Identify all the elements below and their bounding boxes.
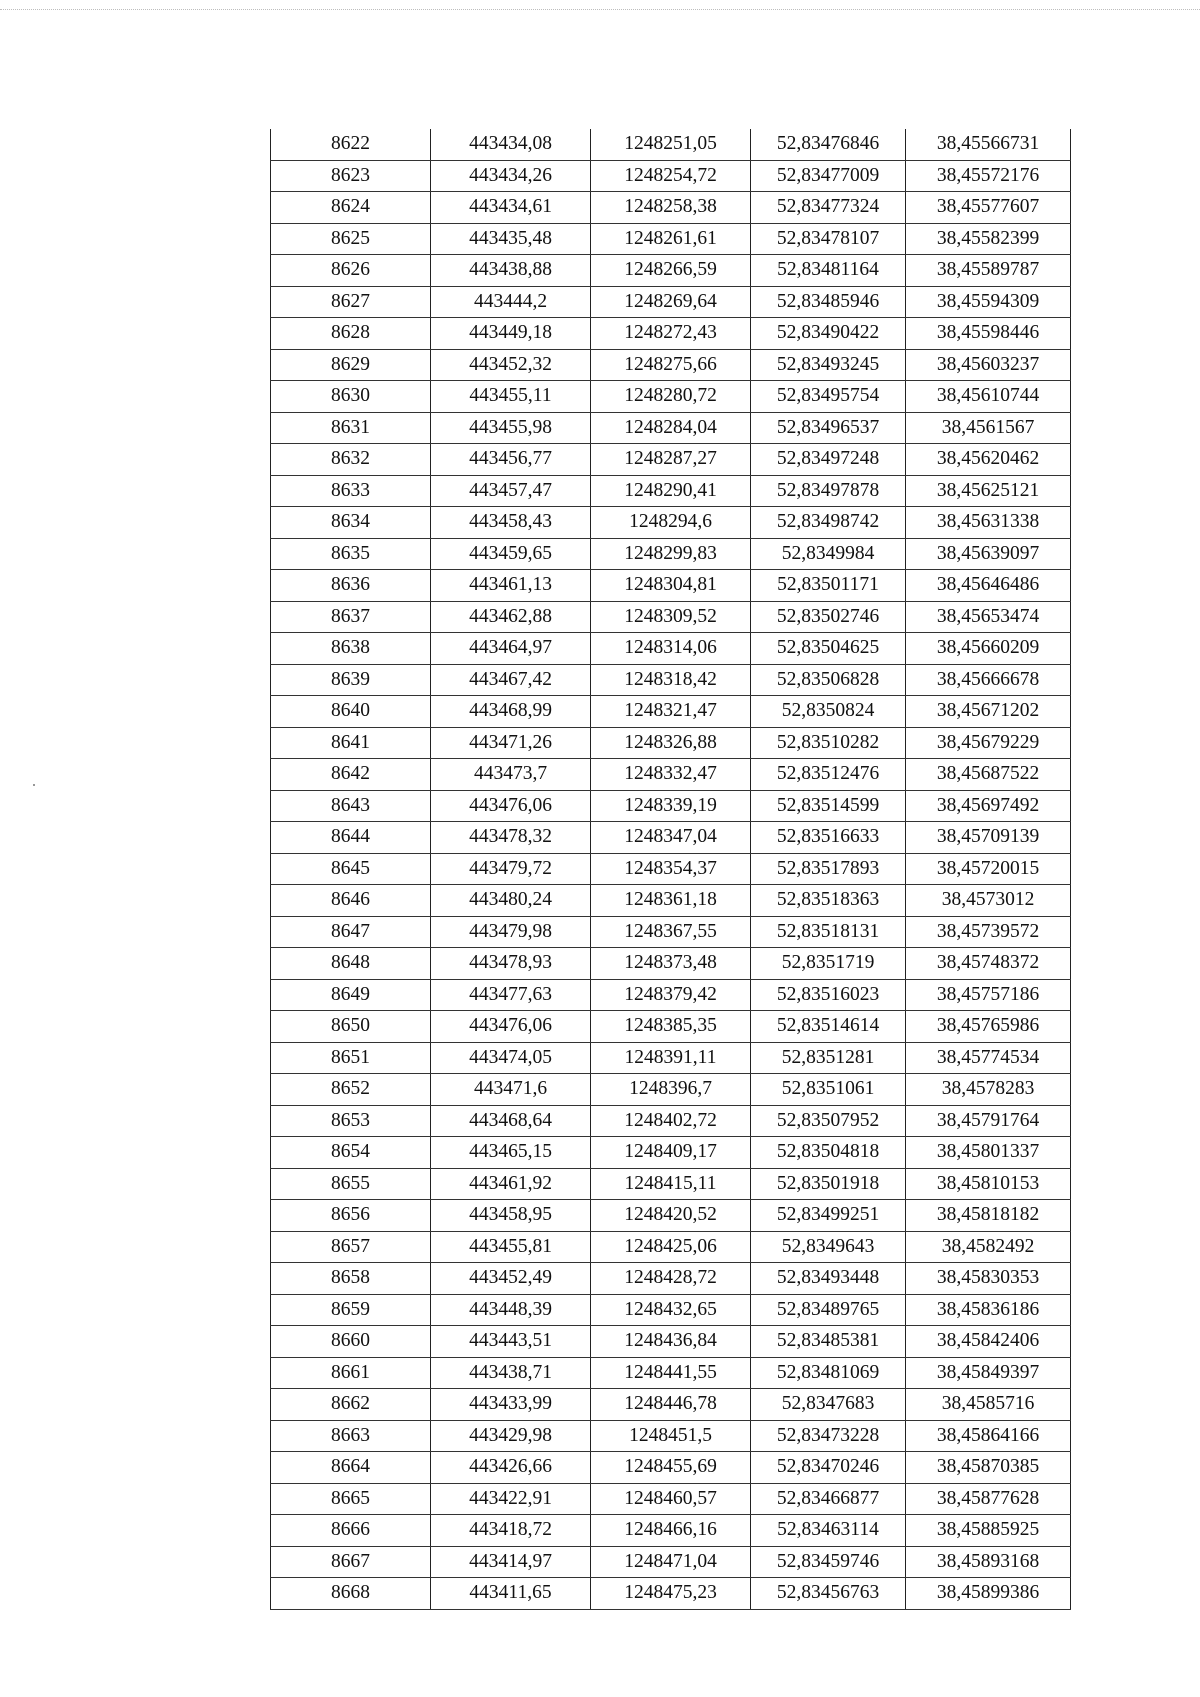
y-coordinate-cell: 1248379,42 [591,979,751,1011]
latitude-cell: 52,83478107 [751,223,906,255]
longitude-cell: 38,45582399 [906,223,1071,255]
longitude-cell: 38,45679229 [906,727,1071,759]
latitude-cell: 52,83481164 [751,255,906,287]
y-coordinate-cell: 1248428,72 [591,1263,751,1295]
table-row [271,444,1071,476]
x-coordinate-cell: 443452,32 [431,349,591,381]
latitude-cell: 52,83514614 [751,1011,906,1043]
latitude-cell: 52,83496537 [751,412,906,444]
point-number-cell: 8641 [271,727,431,759]
latitude-cell: 52,83518131 [751,916,906,948]
latitude-cell: 52,83504818 [751,1137,906,1169]
coordinates-table [270,129,1071,1610]
longitude-cell: 38,45849397 [906,1357,1071,1389]
x-coordinate-cell: 443467,42 [431,664,591,696]
point-number-cell: 8622 [271,129,431,160]
longitude-cell: 38,45594309 [906,286,1071,318]
point-number-cell: 8643 [271,790,431,822]
latitude-cell: 52,83493245 [751,349,906,381]
latitude-cell: 52,83507952 [751,1105,906,1137]
table-row [271,223,1071,255]
latitude-cell: 52,8350824 [751,696,906,728]
point-number-cell: 8653 [271,1105,431,1137]
y-coordinate-cell: 1248266,59 [591,255,751,287]
latitude-cell: 52,83502746 [751,601,906,633]
table-row [271,318,1071,350]
table-row [271,1168,1071,1200]
y-coordinate-cell: 1248425,06 [591,1231,751,1263]
point-number-cell: 8665 [271,1483,431,1515]
latitude-cell: 52,83510282 [751,727,906,759]
y-coordinate-cell: 1248420,52 [591,1200,751,1232]
y-coordinate-cell: 1248347,04 [591,822,751,854]
point-number-cell: 8645 [271,853,431,885]
y-coordinate-cell: 1248314,06 [591,633,751,665]
y-coordinate-cell: 1248471,04 [591,1546,751,1578]
latitude-cell: 52,8351061 [751,1074,906,1106]
longitude-cell: 38,45666678 [906,664,1071,696]
x-coordinate-cell: 443468,64 [431,1105,591,1137]
table-row [271,192,1071,224]
latitude-cell: 52,83490422 [751,318,906,350]
y-coordinate-cell: 1248367,55 [591,916,751,948]
point-number-cell: 8646 [271,885,431,917]
latitude-cell: 52,83495754 [751,381,906,413]
table-row [271,1231,1071,1263]
scan-top-edge [0,9,1200,10]
latitude-cell: 52,83504625 [751,633,906,665]
longitude-cell: 38,45625121 [906,475,1071,507]
table-row [271,1326,1071,1358]
point-number-cell: 8636 [271,570,431,602]
point-number-cell: 8642 [271,759,431,791]
x-coordinate-cell: 443438,88 [431,255,591,287]
x-coordinate-cell: 443434,08 [431,129,591,160]
y-coordinate-cell: 1248261,61 [591,223,751,255]
x-coordinate-cell: 443478,93 [431,948,591,980]
y-coordinate-cell: 1248287,27 [591,444,751,476]
y-coordinate-cell: 1248385,35 [591,1011,751,1043]
x-coordinate-cell: 443422,91 [431,1483,591,1515]
x-coordinate-cell: 443449,18 [431,318,591,350]
y-coordinate-cell: 1248254,72 [591,160,751,192]
point-number-cell: 8664 [271,1452,431,1484]
point-number-cell: 8625 [271,223,431,255]
y-coordinate-cell: 1248272,43 [591,318,751,350]
y-coordinate-cell: 1248409,17 [591,1137,751,1169]
x-coordinate-cell: 443448,39 [431,1294,591,1326]
y-coordinate-cell: 1248284,04 [591,412,751,444]
table-row [271,759,1071,791]
x-coordinate-cell: 443435,48 [431,223,591,255]
x-coordinate-cell: 443471,26 [431,727,591,759]
x-coordinate-cell: 443478,32 [431,822,591,854]
y-coordinate-cell: 1248415,11 [591,1168,751,1200]
point-number-cell: 8656 [271,1200,431,1232]
y-coordinate-cell: 1248354,37 [591,853,751,885]
y-coordinate-cell: 1248332,47 [591,759,751,791]
point-number-cell: 8649 [271,979,431,1011]
coordinates-table-container [270,129,1070,1610]
x-coordinate-cell: 443459,65 [431,538,591,570]
x-coordinate-cell: 443479,72 [431,853,591,885]
longitude-cell: 38,45697492 [906,790,1071,822]
point-number-cell: 8662 [271,1389,431,1421]
table-row [271,1578,1071,1610]
longitude-cell: 38,45836186 [906,1294,1071,1326]
point-number-cell: 8631 [271,412,431,444]
x-coordinate-cell: 443433,99 [431,1389,591,1421]
y-coordinate-cell: 1248466,16 [591,1515,751,1547]
point-number-cell: 8639 [271,664,431,696]
longitude-cell: 38,45739572 [906,916,1071,948]
x-coordinate-cell: 443462,88 [431,601,591,633]
longitude-cell: 38,45864166 [906,1420,1071,1452]
table-row [271,1357,1071,1389]
y-coordinate-cell: 1248269,64 [591,286,751,318]
table-row [271,1515,1071,1547]
latitude-cell: 52,83498742 [751,507,906,539]
point-number-cell: 8667 [271,1546,431,1578]
latitude-cell: 52,83456763 [751,1578,906,1610]
y-coordinate-cell: 1248294,6 [591,507,751,539]
latitude-cell: 52,8347683 [751,1389,906,1421]
y-coordinate-cell: 1248391,11 [591,1042,751,1074]
y-coordinate-cell: 1248432,65 [591,1294,751,1326]
point-number-cell: 8632 [271,444,431,476]
point-number-cell: 8628 [271,318,431,350]
latitude-cell: 52,8349643 [751,1231,906,1263]
y-coordinate-cell: 1248436,84 [591,1326,751,1358]
y-coordinate-cell: 1248251,05 [591,129,751,160]
table-row [271,696,1071,728]
point-number-cell: 8627 [271,286,431,318]
latitude-cell: 52,83514599 [751,790,906,822]
x-coordinate-cell: 443477,63 [431,979,591,1011]
longitude-cell: 38,45791764 [906,1105,1071,1137]
x-coordinate-cell: 443444,2 [431,286,591,318]
x-coordinate-cell: 443455,11 [431,381,591,413]
x-coordinate-cell: 443476,06 [431,1011,591,1043]
x-coordinate-cell: 443480,24 [431,885,591,917]
longitude-cell: 38,45774534 [906,1042,1071,1074]
longitude-cell: 38,45620462 [906,444,1071,476]
latitude-cell: 52,83499251 [751,1200,906,1232]
longitude-cell: 38,45842406 [906,1326,1071,1358]
x-coordinate-cell: 443438,71 [431,1357,591,1389]
longitude-cell: 38,45610744 [906,381,1071,413]
latitude-cell: 52,8351281 [751,1042,906,1074]
x-coordinate-cell: 443474,05 [431,1042,591,1074]
latitude-cell: 52,83477324 [751,192,906,224]
table-row [271,1200,1071,1232]
point-number-cell: 8644 [271,822,431,854]
point-number-cell: 8659 [271,1294,431,1326]
longitude-cell: 38,45589787 [906,255,1071,287]
x-coordinate-cell: 443429,98 [431,1420,591,1452]
table-row [271,475,1071,507]
longitude-cell: 38,45810153 [906,1168,1071,1200]
latitude-cell: 52,83497248 [751,444,906,476]
latitude-cell: 52,83476846 [751,129,906,160]
x-coordinate-cell: 443465,15 [431,1137,591,1169]
table-row [271,1074,1071,1106]
latitude-cell: 52,83501918 [751,1168,906,1200]
x-coordinate-cell: 443461,13 [431,570,591,602]
point-number-cell: 8652 [271,1074,431,1106]
y-coordinate-cell: 1248321,47 [591,696,751,728]
table-row [271,727,1071,759]
table-row [271,1452,1071,1484]
longitude-cell: 38,45603237 [906,349,1071,381]
x-coordinate-cell: 443468,99 [431,696,591,728]
table-row [271,412,1071,444]
longitude-cell: 38,4585716 [906,1389,1071,1421]
latitude-cell: 52,83497878 [751,475,906,507]
point-number-cell: 8638 [271,633,431,665]
point-number-cell: 8663 [271,1420,431,1452]
point-number-cell: 8629 [271,349,431,381]
longitude-cell: 38,45566731 [906,129,1071,160]
x-coordinate-cell: 443455,81 [431,1231,591,1263]
longitude-cell: 38,45671202 [906,696,1071,728]
longitude-cell: 38,45653474 [906,601,1071,633]
y-coordinate-cell: 1248304,81 [591,570,751,602]
longitude-cell: 38,45631338 [906,507,1071,539]
latitude-cell: 52,83481069 [751,1357,906,1389]
scan-speck [33,784,35,786]
x-coordinate-cell: 443476,06 [431,790,591,822]
y-coordinate-cell: 1248290,41 [591,475,751,507]
x-coordinate-cell: 443458,43 [431,507,591,539]
longitude-cell: 38,45720015 [906,853,1071,885]
longitude-cell: 38,45709139 [906,822,1071,854]
x-coordinate-cell: 443426,66 [431,1452,591,1484]
longitude-cell: 38,45893168 [906,1546,1071,1578]
table-row [271,885,1071,917]
longitude-cell: 38,45765986 [906,1011,1071,1043]
longitude-cell: 38,45885925 [906,1515,1071,1547]
latitude-cell: 52,83518363 [751,885,906,917]
longitude-cell: 38,45818182 [906,1200,1071,1232]
longitude-cell: 38,45748372 [906,948,1071,980]
latitude-cell: 52,83477009 [751,160,906,192]
table-row [271,916,1071,948]
point-number-cell: 8650 [271,1011,431,1043]
longitude-cell: 38,45598446 [906,318,1071,350]
point-number-cell: 8637 [271,601,431,633]
y-coordinate-cell: 1248309,52 [591,601,751,633]
y-coordinate-cell: 1248396,7 [591,1074,751,1106]
latitude-cell: 52,8349984 [751,538,906,570]
table-row [271,1546,1071,1578]
point-number-cell: 8635 [271,538,431,570]
table-row [271,1137,1071,1169]
point-number-cell: 8640 [271,696,431,728]
table-row [271,507,1071,539]
point-number-cell: 8660 [271,1326,431,1358]
table-row [271,286,1071,318]
point-number-cell: 8623 [271,160,431,192]
point-number-cell: 8651 [271,1042,431,1074]
table-row [271,570,1071,602]
table-row [271,1042,1071,1074]
point-number-cell: 8634 [271,507,431,539]
point-number-cell: 8630 [271,381,431,413]
x-coordinate-cell: 443464,97 [431,633,591,665]
y-coordinate-cell: 1248475,23 [591,1578,751,1610]
table-row [271,790,1071,822]
latitude-cell: 52,83473228 [751,1420,906,1452]
table-row [271,979,1071,1011]
latitude-cell: 52,83463114 [751,1515,906,1547]
point-number-cell: 8647 [271,916,431,948]
point-number-cell: 8661 [271,1357,431,1389]
x-coordinate-cell: 443434,26 [431,160,591,192]
latitude-cell: 52,83485946 [751,286,906,318]
latitude-cell: 52,83517893 [751,853,906,885]
table-row [271,349,1071,381]
table-row [271,948,1071,980]
latitude-cell: 52,83516633 [751,822,906,854]
x-coordinate-cell: 443452,49 [431,1263,591,1295]
table-row [271,1389,1071,1421]
x-coordinate-cell: 443455,98 [431,412,591,444]
table-row [271,601,1071,633]
longitude-cell: 38,45830353 [906,1263,1071,1295]
x-coordinate-cell: 443471,6 [431,1074,591,1106]
point-number-cell: 8666 [271,1515,431,1547]
table-row [271,822,1071,854]
x-coordinate-cell: 443457,47 [431,475,591,507]
latitude-cell: 52,83470246 [751,1452,906,1484]
point-number-cell: 8654 [271,1137,431,1169]
x-coordinate-cell: 443411,65 [431,1578,591,1610]
table-row [271,381,1071,413]
y-coordinate-cell: 1248361,18 [591,885,751,917]
longitude-cell: 38,45877628 [906,1483,1071,1515]
coordinates-table-body [271,129,1071,1609]
y-coordinate-cell: 1248373,48 [591,948,751,980]
table-row [271,1420,1071,1452]
latitude-cell: 52,83493448 [751,1263,906,1295]
y-coordinate-cell: 1248318,42 [591,664,751,696]
y-coordinate-cell: 1248441,55 [591,1357,751,1389]
latitude-cell: 52,83506828 [751,664,906,696]
x-coordinate-cell: 443461,92 [431,1168,591,1200]
point-number-cell: 8648 [271,948,431,980]
x-coordinate-cell: 443456,77 [431,444,591,476]
latitude-cell: 52,83489765 [751,1294,906,1326]
y-coordinate-cell: 1248258,38 [591,192,751,224]
x-coordinate-cell: 443443,51 [431,1326,591,1358]
latitude-cell: 52,83512476 [751,759,906,791]
latitude-cell: 52,83485381 [751,1326,906,1358]
point-number-cell: 8633 [271,475,431,507]
longitude-cell: 38,45687522 [906,759,1071,791]
longitude-cell: 38,45577607 [906,192,1071,224]
table-row [271,633,1071,665]
table-row [271,1483,1071,1515]
point-number-cell: 8668 [271,1578,431,1610]
y-coordinate-cell: 1248339,19 [591,790,751,822]
y-coordinate-cell: 1248455,69 [591,1452,751,1484]
longitude-cell: 38,45801337 [906,1137,1071,1169]
longitude-cell: 38,45660209 [906,633,1071,665]
longitude-cell: 38,45572176 [906,160,1071,192]
longitude-cell: 38,45757186 [906,979,1071,1011]
table-row [271,538,1071,570]
point-number-cell: 8658 [271,1263,431,1295]
table-row [271,1105,1071,1137]
table-row [271,255,1071,287]
y-coordinate-cell: 1248275,66 [591,349,751,381]
x-coordinate-cell: 443479,98 [431,916,591,948]
longitude-cell: 38,45646486 [906,570,1071,602]
x-coordinate-cell: 443414,97 [431,1546,591,1578]
latitude-cell: 52,8351719 [751,948,906,980]
x-coordinate-cell: 443458,95 [431,1200,591,1232]
table-row [271,853,1071,885]
table-row [271,664,1071,696]
longitude-cell: 38,45870385 [906,1452,1071,1484]
x-coordinate-cell: 443418,72 [431,1515,591,1547]
longitude-cell: 38,45899386 [906,1578,1071,1610]
table-row [271,160,1071,192]
table-row [271,1011,1071,1043]
y-coordinate-cell: 1248451,5 [591,1420,751,1452]
table-row [271,1294,1071,1326]
point-number-cell: 8655 [271,1168,431,1200]
point-number-cell: 8626 [271,255,431,287]
y-coordinate-cell: 1248280,72 [591,381,751,413]
table-row [271,1263,1071,1295]
latitude-cell: 52,83501171 [751,570,906,602]
longitude-cell: 38,4561567 [906,412,1071,444]
longitude-cell: 38,4578283 [906,1074,1071,1106]
y-coordinate-cell: 1248460,57 [591,1483,751,1515]
y-coordinate-cell: 1248402,72 [591,1105,751,1137]
table-row [271,129,1071,160]
y-coordinate-cell: 1248446,78 [591,1389,751,1421]
y-coordinate-cell: 1248326,88 [591,727,751,759]
latitude-cell: 52,83516023 [751,979,906,1011]
longitude-cell: 38,4582492 [906,1231,1071,1263]
latitude-cell: 52,83466877 [751,1483,906,1515]
y-coordinate-cell: 1248299,83 [591,538,751,570]
point-number-cell: 8657 [271,1231,431,1263]
x-coordinate-cell: 443434,61 [431,192,591,224]
x-coordinate-cell: 443473,7 [431,759,591,791]
longitude-cell: 38,45639097 [906,538,1071,570]
longitude-cell: 38,4573012 [906,885,1071,917]
point-number-cell: 8624 [271,192,431,224]
latitude-cell: 52,83459746 [751,1546,906,1578]
